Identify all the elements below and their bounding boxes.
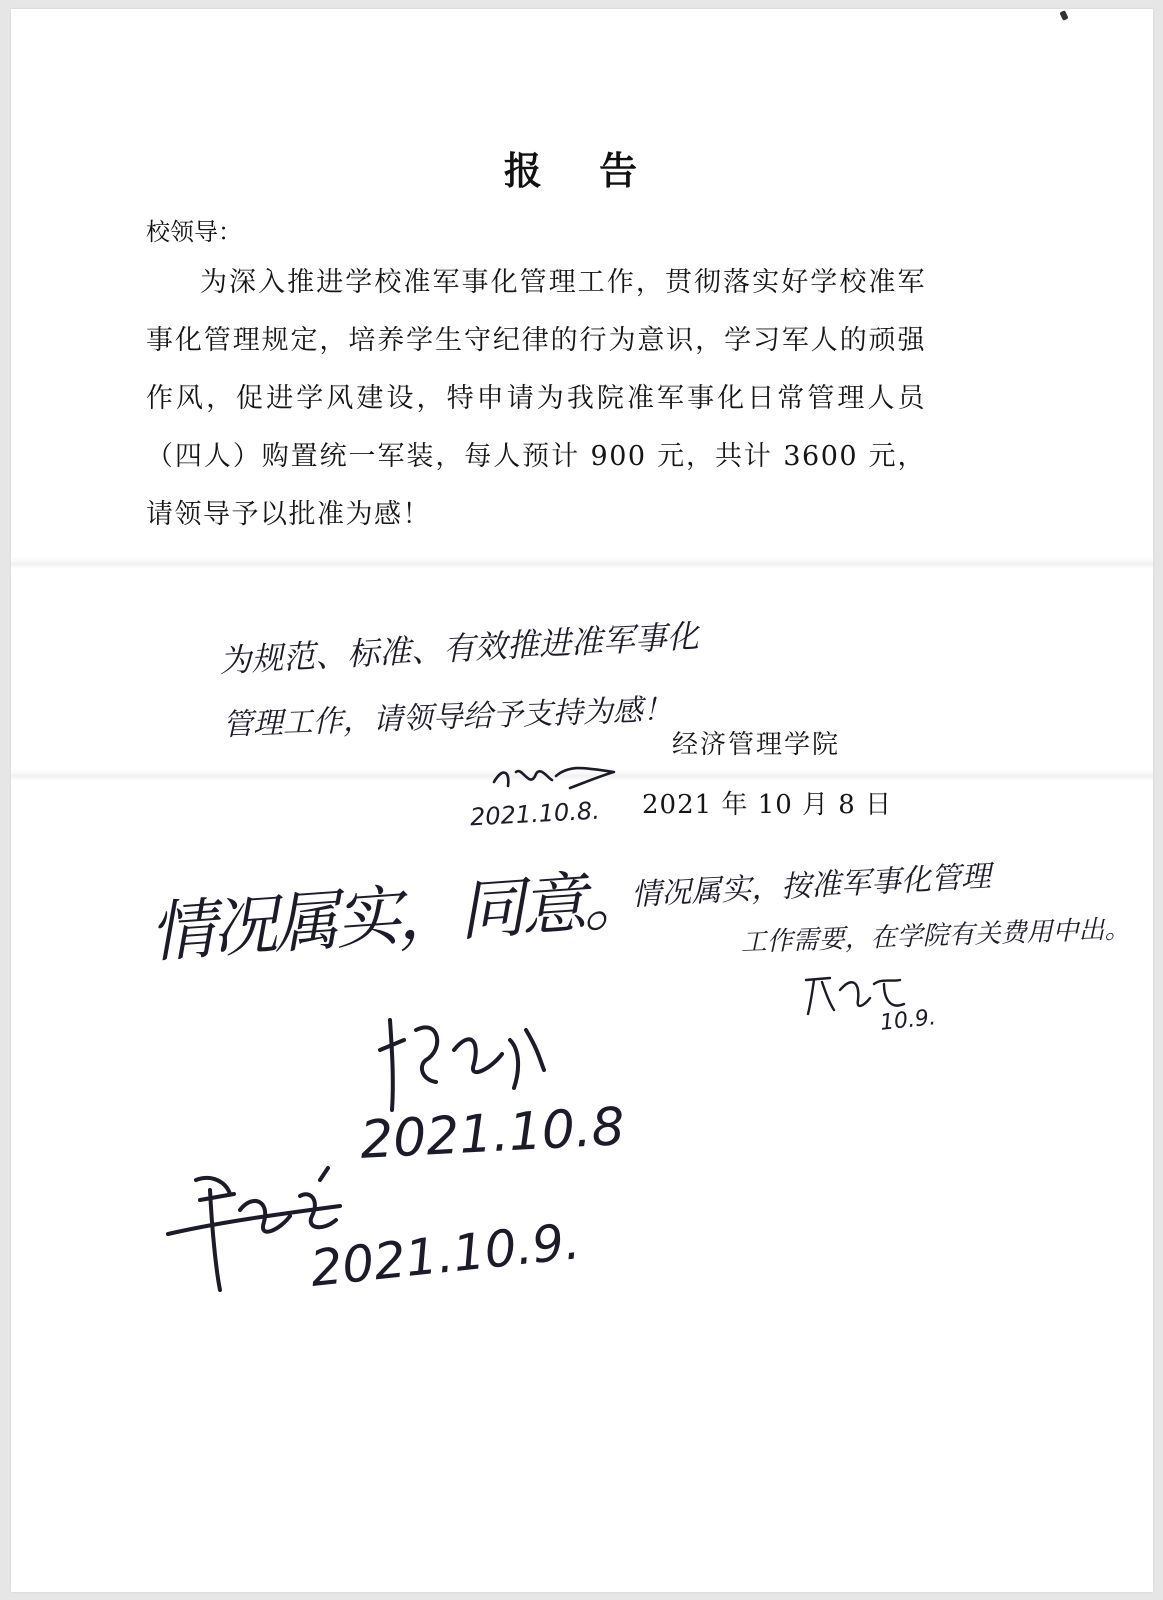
dept-comment-date: 2021.10.8. [469, 796, 601, 832]
ink-speck [1059, 10, 1068, 21]
handwritten-right-comment-line2: 工作需要，在学院有关费用中出。 [740, 914, 1132, 958]
left-sign-date: 2021.10.8 [358, 1097, 627, 1171]
handwritten-left-approval: 情况属实，同意。 [147, 860, 648, 972]
handwritten-dept-comment-line1: 为规范、标准、有效推进准军事化 [218, 616, 700, 680]
handwritten-right-comment-line1: 情况属实，按准军事化管理 [630, 859, 992, 913]
salutation: 校领导： [146, 218, 242, 246]
right-comment-date: 10.9. [878, 1005, 938, 1036]
organization-name: 经济管理学院 [672, 730, 841, 760]
paper-fold-line [11, 557, 1153, 569]
document-title: 报 告 [503, 149, 660, 193]
report-date: 2021 年 10 月 8 日 [642, 790, 893, 820]
report-body: 为深入推进学校准军事化管理工作，贯彻落实好学校准军事化管理规定，培养学生守纪律的行为意识，学习军人的顽强作风，促进学风建设，特申请为我院准军事化日常管理人员（四人）购置统一军装，每人预计 900 元，共计 3600 元，请领导予以批准为感！ [146, 267, 926, 530]
dept-head-signature [490, 760, 620, 800]
handwritten-dept-comment-line2: 管理工作，请领导给予支持为感！ [222, 692, 674, 743]
bottom-sign-date: 2021.10.9. [307, 1212, 583, 1298]
